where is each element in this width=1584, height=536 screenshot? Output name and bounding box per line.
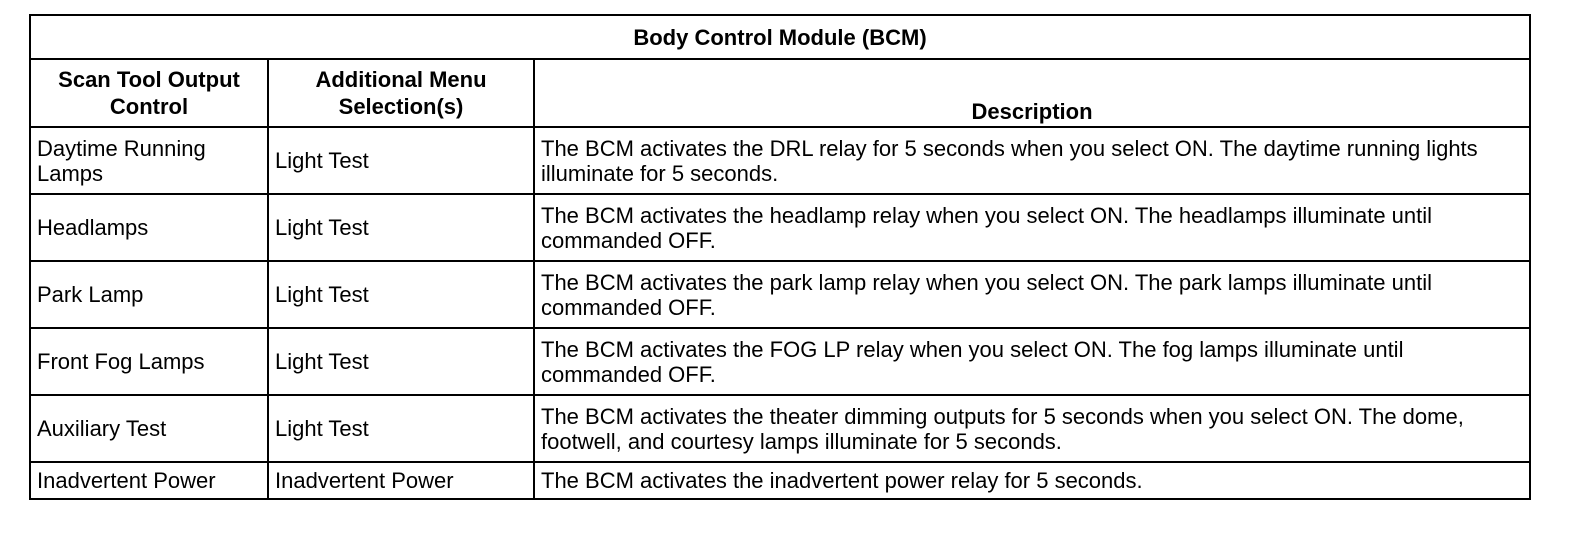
table-row [30,127,1530,194]
table-row [30,194,1530,261]
table-title-row [30,15,1530,59]
table-title: Body Control Module (BCM) [30,15,1530,59]
header-scan-tool-output-control: Scan Tool Output Control [30,59,268,127]
header-additional-menu-selections: Additional Menu Selection(s) [268,59,534,127]
menu-selection-cell: Light Test [268,328,534,395]
table-row [30,462,1530,499]
menu-selection-cell: Light Test [268,194,534,261]
header-description: Description [534,59,1530,127]
menu-selection-cell: Light Test [268,395,534,462]
description-cell: The BCM activates the DRL relay for 5 seconds when you select ON. The daytime running lights illuminate for 5 seconds. [534,127,1530,194]
table-row [30,261,1530,328]
table-row [30,395,1530,462]
menu-selection-cell: Light Test [268,261,534,328]
output-control-cell: Headlamps [30,194,268,261]
output-control-cell: Inadvertent Power [30,462,268,499]
output-control-cell: Park Lamp [30,261,268,328]
table-header-row [30,59,1530,127]
bcm-output-control-table [29,14,1531,500]
description-cell: The BCM activates the theater dimming outputs for 5 seconds when you select ON. The dome, footwell, and courtesy lamps illuminate for 5 seconds. [534,395,1530,462]
description-cell: The BCM activates the FOG LP relay when you select ON. The fog lamps illuminate until commanded OFF. [534,328,1530,395]
output-control-cell: Auxiliary Test [30,395,268,462]
output-control-cell: Front Fog Lamps [30,328,268,395]
menu-selection-cell: Inadvertent Power [268,462,534,499]
table-row [30,328,1530,395]
menu-selection-cell: Light Test [268,127,534,194]
output-control-cell: Daytime Running Lamps [30,127,268,194]
description-cell: The BCM activates the park lamp relay when you select ON. The park lamps illuminate until commanded OFF. [534,261,1530,328]
description-cell: The BCM activates the headlamp relay when you select ON. The headlamps illuminate until commanded OFF. [534,194,1530,261]
description-cell: The BCM activates the inadvertent power relay for 5 seconds. [534,462,1530,499]
